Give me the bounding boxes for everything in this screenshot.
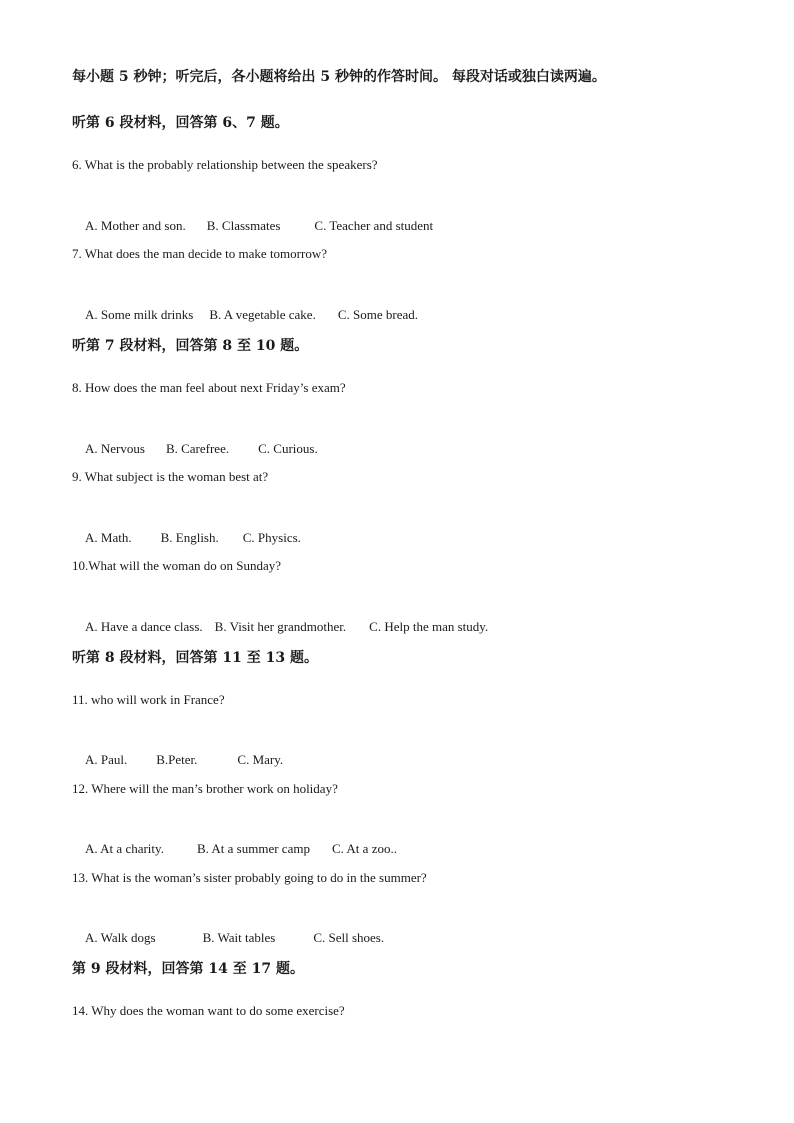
option-c: C. Teacher and student (314, 218, 434, 233)
option-a: A. At a charity. (85, 841, 164, 856)
option-b: B. English. (160, 530, 219, 545)
option-a: A. Mother and son. (85, 218, 186, 233)
option-c: C. Some bread. (337, 307, 418, 322)
answer-options (72, 603, 488, 651)
option-c: C. Curious. (258, 441, 318, 456)
question-stem: 9. What subject is the woman best at? (72, 469, 269, 484)
option-c: C. Help the man study. (369, 619, 489, 634)
option-a: A. Some milk drinks (85, 307, 194, 322)
question-stem: 7. What does the man decide to make tomorrow? (72, 246, 327, 261)
option-b: B. Classmates (206, 218, 281, 233)
answer-options (72, 914, 384, 962)
option-c: C. Physics. (242, 530, 301, 545)
section-heading: 第 9 段材料，回答第 14 至 17 题。 (72, 961, 304, 977)
option-b: B.Peter. (156, 752, 198, 767)
answer-options (72, 202, 433, 250)
instruction-line: 每小题 5 秒钟；听完后，各小题将给出 5 秒钟的作答时间。 每段对话或独白读两遍。 (72, 69, 606, 85)
option-a: A. Have a dance class. (85, 619, 203, 634)
option-c: C. At a zoo.. (331, 841, 397, 856)
question-stem: 13. What is the woman’s sister probably going to do in the summer? (72, 870, 427, 885)
question-stem: 14. Why does the woman want to do some exercise? (72, 1003, 345, 1018)
option-a: A. Walk dogs (85, 930, 156, 945)
question-stem: 6. What is the probably relationship between the speakers? (72, 157, 378, 172)
option-b: B. Visit her grandmother. (214, 619, 347, 634)
option-b: B. A vegetable cake. (209, 307, 316, 322)
option-b: B. At a summer camp (196, 841, 310, 856)
option-b: B. Wait tables (202, 930, 276, 945)
question-stem: 10.What will the woman do on Sunday? (72, 558, 282, 573)
answer-options (72, 425, 318, 473)
option-c: C. Sell shoes. (313, 930, 385, 945)
answer-options (72, 514, 301, 562)
option-a: A. Paul. (85, 752, 128, 767)
section-heading: 听第 7 段材料，回答第 8 至 10 题。 (72, 338, 309, 354)
question-stem: 8. How does the man feel about next Friday’s exam? (72, 380, 346, 395)
option-a: A. Nervous (85, 441, 145, 456)
section-heading: 听第 8 段材料，回答第 11 至 13 题。 (72, 650, 318, 666)
option-b: B. Carefree. (165, 441, 230, 456)
question-stem: 12. Where will the man’s brother work on holiday? (72, 781, 338, 796)
question-stem: 11. who will work in France? (72, 692, 225, 707)
answer-options (72, 825, 397, 873)
section-heading: 听第 6 段材料，回答第 6、7 题。 (72, 115, 289, 131)
answer-options (72, 736, 283, 784)
option-c: C. Mary. (237, 752, 284, 767)
option-a: A. Math. (85, 530, 132, 545)
answer-options (72, 291, 418, 339)
